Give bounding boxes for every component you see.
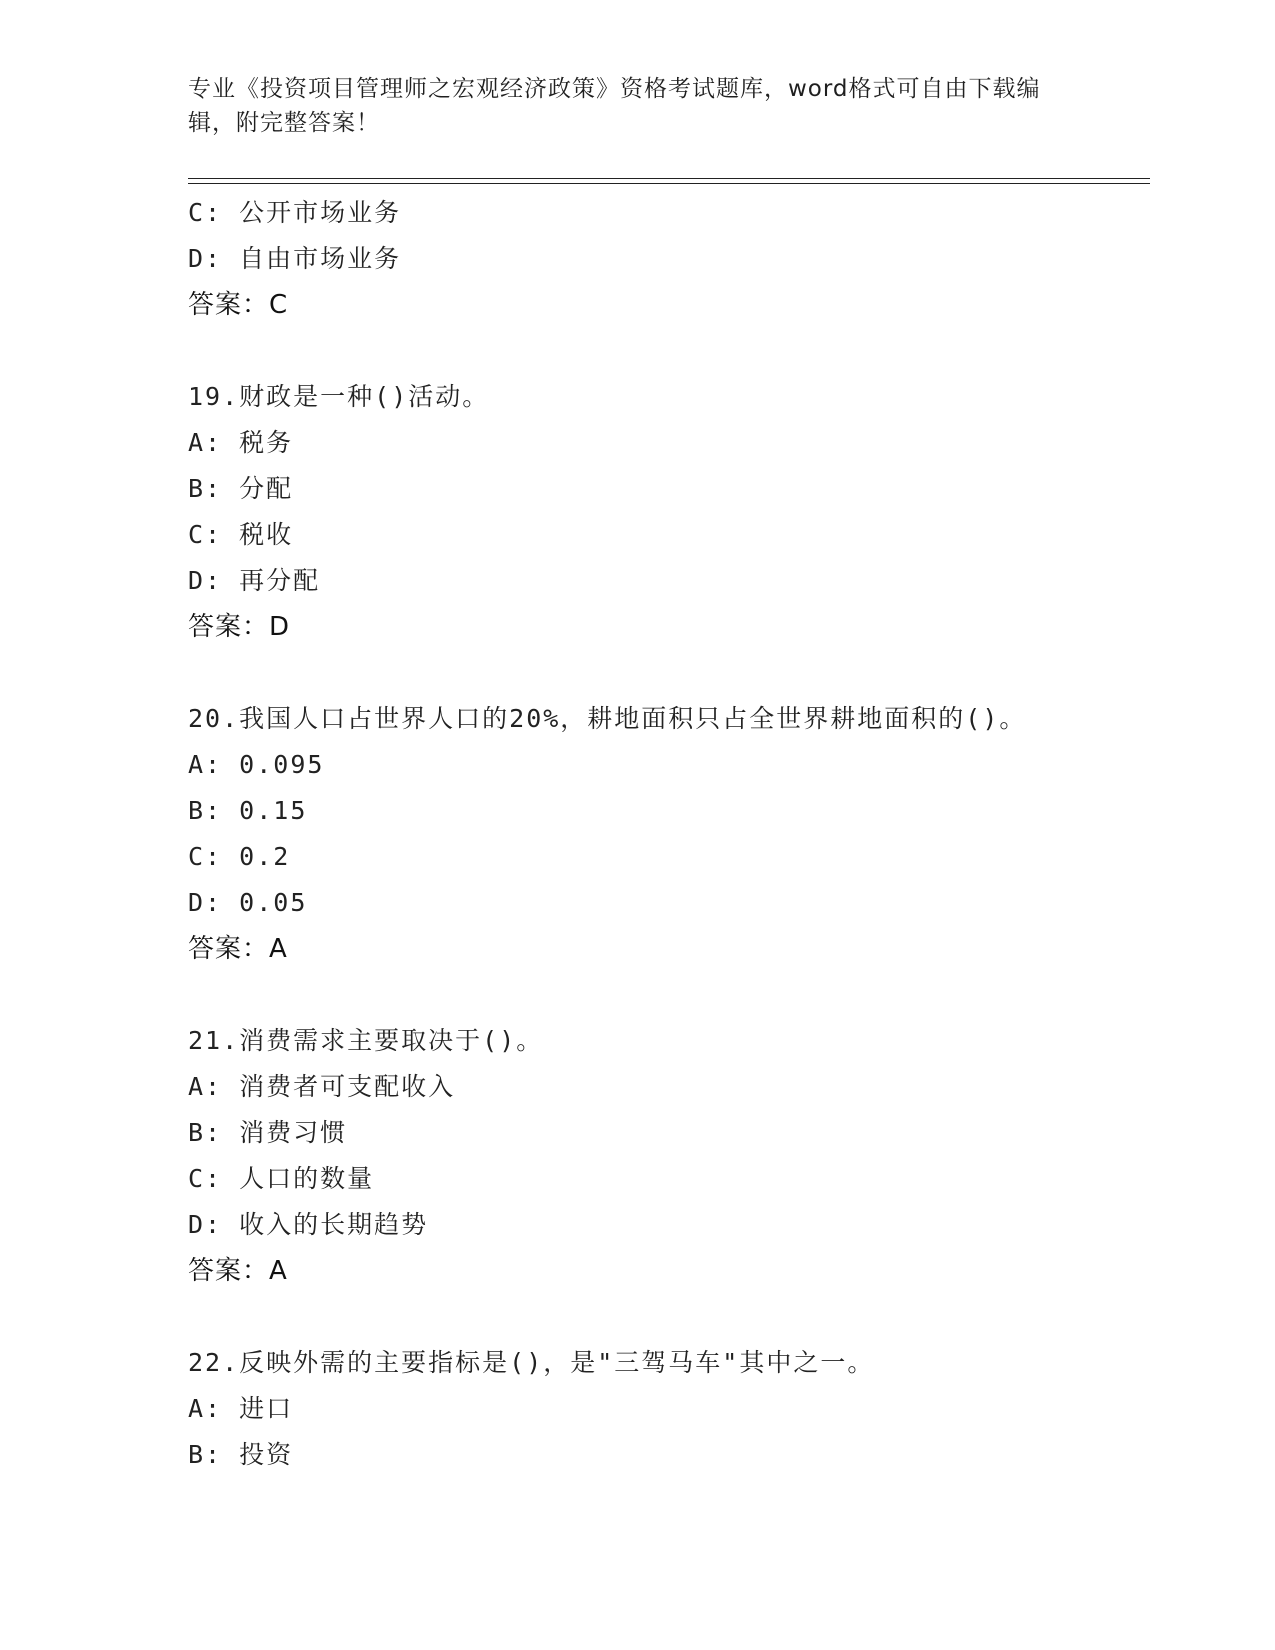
option-d xyxy=(188,236,1148,282)
spacer xyxy=(188,1294,1148,1340)
option-label: D: xyxy=(188,1210,223,1239)
option-c xyxy=(188,1156,1148,1202)
option-label: D: xyxy=(188,566,223,595)
option-label: B: xyxy=(188,474,223,503)
option-label: A: xyxy=(188,750,223,779)
option-c xyxy=(188,834,1148,880)
option-text: 税收 xyxy=(239,520,294,549)
option-a xyxy=(188,1386,1148,1432)
answer-line: 答案：A xyxy=(188,1256,288,1286)
spacer xyxy=(188,328,1148,374)
option-a xyxy=(188,420,1148,466)
option-text: 收入的长期趋势 xyxy=(239,1210,429,1239)
spacer xyxy=(188,972,1148,1018)
option-a xyxy=(188,742,1148,788)
option-label: A: xyxy=(188,1072,223,1101)
option-label: C: xyxy=(188,520,223,549)
option-label: A: xyxy=(188,428,223,457)
answer-line: 答案：C xyxy=(188,290,289,320)
option-label: C: xyxy=(188,1164,223,1193)
question-stem: 19.财政是一种()活动。 xyxy=(188,382,490,411)
question-stem: 21.消费需求主要取决于()。 xyxy=(188,1026,544,1055)
option-label: D: xyxy=(188,244,223,273)
option-label: B: xyxy=(188,1440,223,1469)
option-text: 分配 xyxy=(239,474,294,503)
question-list xyxy=(188,190,1148,1478)
option-d xyxy=(188,880,1148,926)
spacer xyxy=(188,650,1148,696)
option-text: 公开市场业务 xyxy=(239,198,402,227)
option-text: 0.15 xyxy=(239,796,308,825)
header-line-1: 专业《投资项目管理师之宏观经济政策》资格考试题库，word格式可自由下载编 xyxy=(188,76,1041,102)
option-text: 再分配 xyxy=(239,566,321,595)
option-c xyxy=(188,512,1148,558)
header-line-2: 辑，附完整答案！ xyxy=(188,110,380,136)
option-text: 0.095 xyxy=(239,750,325,779)
document-header xyxy=(188,72,1088,140)
question-stem: 22.反映外需的主要指标是()，是"三驾马车"其中之一。 xyxy=(188,1348,875,1377)
option-text: 自由市场业务 xyxy=(239,244,402,273)
option-text: 0.2 xyxy=(239,842,291,871)
question-stem: 20.我国人口占世界人口的20%，耕地面积只占全世界耕地面积的()。 xyxy=(188,704,1027,733)
option-text: 投资 xyxy=(239,1440,294,1469)
option-label: B: xyxy=(188,796,223,825)
option-b xyxy=(188,788,1148,834)
option-label: B: xyxy=(188,1118,223,1147)
option-b xyxy=(188,466,1148,512)
option-text: 税务 xyxy=(239,428,294,457)
option-text: 人口的数量 xyxy=(239,1164,375,1193)
option-label: C: xyxy=(188,842,223,871)
answer-line: 答案：D xyxy=(188,612,291,642)
option-a xyxy=(188,1064,1148,1110)
option-text: 0.05 xyxy=(239,888,308,917)
option-text: 进口 xyxy=(239,1394,294,1423)
option-d xyxy=(188,558,1148,604)
option-b xyxy=(188,1110,1148,1156)
option-c xyxy=(188,190,1148,236)
option-label: D: xyxy=(188,888,223,917)
option-label: C: xyxy=(188,198,223,227)
option-text: 消费者可支配收入 xyxy=(239,1072,456,1101)
option-b xyxy=(188,1432,1148,1478)
option-d xyxy=(188,1202,1148,1248)
answer-line: 答案：A xyxy=(188,934,288,964)
option-text: 消费习惯 xyxy=(239,1118,348,1147)
header-divider-bottom xyxy=(188,183,1150,184)
option-label: A: xyxy=(188,1394,223,1423)
header-divider-top xyxy=(188,178,1150,179)
